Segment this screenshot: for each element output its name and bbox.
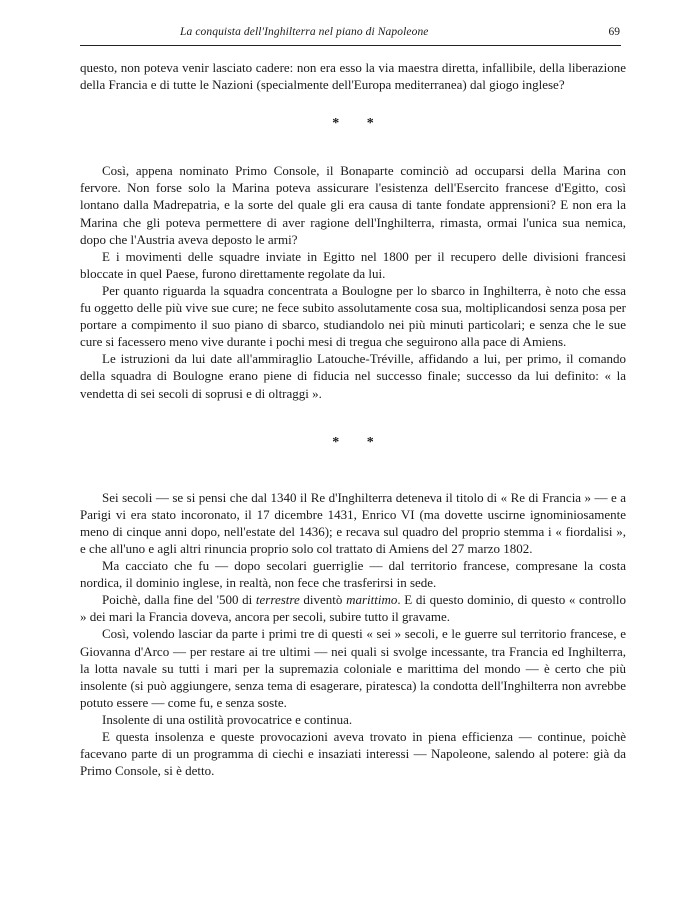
running-title: La conquista dell'Inghilterra nel piano di Napoleone bbox=[180, 26, 429, 38]
paragraph: Così, volendo lasciar da parte i primi tre di questi « sei » secoli, e le guerre sul territorio francese, e Giovanna d'Arco — per restare ai tre ultimi — nei quali si svolge incessante, tra Francia ed Inghilterra, la lotta navale su tutti i mari per la supremazia coloniale e marittima del mondo — è certo che più insolente (si può aggiungere, senza tema di esagerare, piratesca) la condotta dell'Inghilterra non avrebbe potuto essere — come fu, e senza soste. bbox=[80, 626, 626, 710]
running-header bbox=[80, 26, 620, 42]
paragraph: E i movimenti delle squadre inviate in Egitto nel 1800 per il recupero delle divisioni francesi bloccate in quel Paese, furono direttamente regolate da lui. bbox=[80, 248, 626, 281]
section-separator: * * bbox=[332, 116, 386, 132]
paragraph: Sei secoli — se si pensi che dal 1340 il Re d'Inghilterra deteneva il titolo di « Re di Francia » — e a Parigi vi era stato incoronato, il 17 dicembre 1431, Enrico VI (ma dovette uscirne ignominiosamente meno di cinque anni dopo, nell'estate del 1436); e recava sul quadro del proprio stemma i « fiordalisi », e che all'uno e agli altri rinuncia proprio solo col trattato di Amiens del 27 marzo 1802. bbox=[80, 489, 626, 556]
paragraph: Così, appena nominato Primo Console, il Bonaparte cominciò ad occuparsi della Marina con fervore. Non forse solo la Marina poteva assicurare l'esistenza dell'Esercito francese d'Egitto, così lontano dalla Madrepatria, e la sorte del quale gli era causa di tante fondate apprensioni? E non era la Marina che gli poteva permettere di aver ragione dell'Inghilterra, rimasta, ormai l'unica sua nemica, dopo che l'Austria aveva deposto le armi? bbox=[80, 163, 626, 247]
section-separator: * * bbox=[332, 434, 386, 450]
header-rule bbox=[80, 45, 621, 46]
italic-term: marittimo bbox=[346, 592, 398, 608]
italic-term: terrestre bbox=[255, 592, 300, 608]
text-run: . E di questo dominio, di questo « controllo » dei mari la Francia doveva, ancora per secoli, subire tutto il gravame. bbox=[80, 592, 626, 625]
body-text bbox=[80, 59, 626, 779]
paragraph: Insolente di una ostilità provocatrice e continua. bbox=[102, 711, 353, 727]
paragraph: E questa insolenza e queste provocazioni aveva trovato in piena efficienza — continue, poichè facevano parte di un programma di ciechi e insaziati interessi — Napoleone, salendo al potere: già da Primo Console, si è detto. bbox=[80, 729, 626, 779]
text-run: Poichè, dalla fine del '500 di bbox=[102, 592, 256, 608]
text-run: diventò bbox=[299, 592, 347, 608]
paragraph: Ma cacciato che fu — dopo secolari guerriglie — dal territorio francese, compresane la costa nordica, il dominio inglese, in realtà, non fece che trasferirsi in sede. bbox=[80, 558, 626, 591]
paragraph: Le istruzioni da lui date all'ammiraglio Latouche-Tréville, affidando a lui, per primo, il comando della squadra di Boulogne erano piene di fiducia nel successo finale; successo da lui definito: « la vendetta di sei secoli di soprusi e di oltraggi ». bbox=[80, 351, 626, 401]
paragraph: Per quanto riguarda la squadra concentrata a Boulogne per lo sbarco in Inghilterra, è noto che essa fu oggetto delle più vive sue cure; ne fece subito assolutamente cosa sua, moltiplicandosi senza posa per portare a compimento il suo piano di sbarco, studiandolo nei più minuti particolari; e senza che le sue cure si facessero meno vive durante i pochi mesi di tregua che seguirono alla pace di Amiens. bbox=[80, 282, 626, 350]
page-number: 69 bbox=[608, 26, 620, 38]
paragraph-continuation: questo, non poteva venir lasciato cadere: non era esso la via maestra diretta, infallibile, della liberazione della Francia e di tutte le Nazioni (specialmente dell'Europa mediterranea) dal giogo inglese? bbox=[80, 60, 626, 93]
paragraph-with-italics bbox=[80, 591, 626, 625]
